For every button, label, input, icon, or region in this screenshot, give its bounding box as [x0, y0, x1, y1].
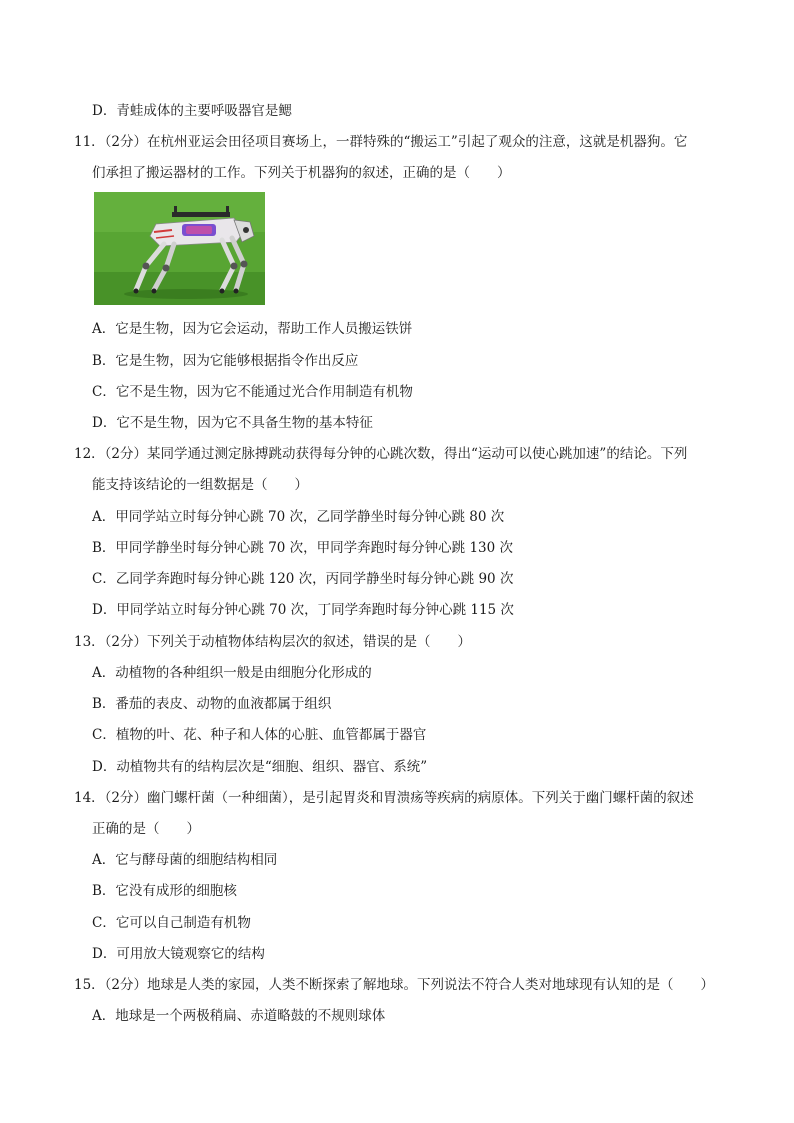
question-12-stem-cont: 能支持该结论的一组数据是（ ）	[92, 477, 308, 493]
question-12-stem: 12．（2分）某同学通过测定脉搏跳动获得每分钟的心跳次数，得出“运动可以使心跳加速”的结论。下列	[74, 446, 688, 462]
question-11-option-c: C．它不是生物，因为它不能通过光合作用制造有机物	[92, 384, 413, 400]
question-12-option-d: D．甲同学站立时每分钟心跳 70 次，丁同学奔跑时每分钟心跳 115 次	[92, 602, 514, 618]
question-13-stem: 13．（2分）下列关于动植物体结构层次的叙述，错误的是（ ）	[74, 634, 472, 650]
question-14-option-a: A．它与酵母菌的细胞结构相同	[92, 852, 278, 868]
question-13-option-b: B．番茄的表皮、动物的血液都属于组织	[92, 696, 332, 712]
question-14-option-b: B．它没有成形的细胞核	[92, 883, 237, 899]
question-12-option-a: A．甲同学站立时每分钟心跳 70 次，乙同学静坐时每分钟心跳 80 次	[92, 509, 505, 525]
question-13-option-a: A．动植物的各种组织一般是由细胞分化形成的	[92, 665, 372, 681]
question-11-stem: 11．（2分）在杭州亚运会田径项目赛场上，一群特殊的“搬运工”引起了观众的注意，这就是机器狗。它	[74, 134, 688, 150]
question-12-option-c: C．乙同学奔跑时每分钟心跳 120 次，丙同学静坐时每分钟心跳 90 次	[92, 571, 514, 587]
question-14-option-d: D．可用放大镜观察它的结构	[92, 946, 265, 962]
question-13-option-d: D．动植物共有的结构层次是“细胞、组织、器官、系统”	[92, 759, 428, 775]
question-13-option-c: C．植物的叶、花、种子和人体的心脏、血管都属于器官	[92, 727, 427, 743]
question-11-option-d: D．它不是生物，因为它不具备生物的基本特征	[92, 415, 373, 431]
question-11-option-b: B．它是生物，因为它能够根据指令作出反应	[92, 353, 359, 369]
option-text: D．青蛙成体的主要呼吸器官是鳃	[92, 103, 292, 119]
question-14-stem-cont: 正确的是（ ）	[92, 821, 200, 837]
question-11-stem-cont: 们承担了搬运器材的工作。下列关于机器狗的叙述，正确的是（ ）	[92, 165, 511, 181]
question-14-stem: 14．（2分）幽门螺杆菌（一种细菌），是引起胃炎和胃溃疡等疾病的病原体。下列关于幽门螺杆菌的叙述	[74, 790, 694, 806]
question-15-option-a: A．地球是一个两极稍扁、赤道略鼓的不规则球体	[92, 1008, 386, 1024]
question-12-option-b: B．甲同学静坐时每分钟心跳 70 次，甲同学奔跑时每分钟心跳 130 次	[92, 540, 514, 556]
question-11-option-a: A．它是生物，因为它会运动，帮助工作人员搬运铁饼	[92, 321, 413, 337]
robot-dog-photo	[94, 192, 265, 305]
question-14-option-c: C．它可以自己制造有机物	[92, 915, 251, 931]
question-15-stem: 15．（2分）地球是人类的家园，人类不断探索了解地球。下列说法不符合人类对地球现有认知的是（ ）	[74, 977, 715, 993]
